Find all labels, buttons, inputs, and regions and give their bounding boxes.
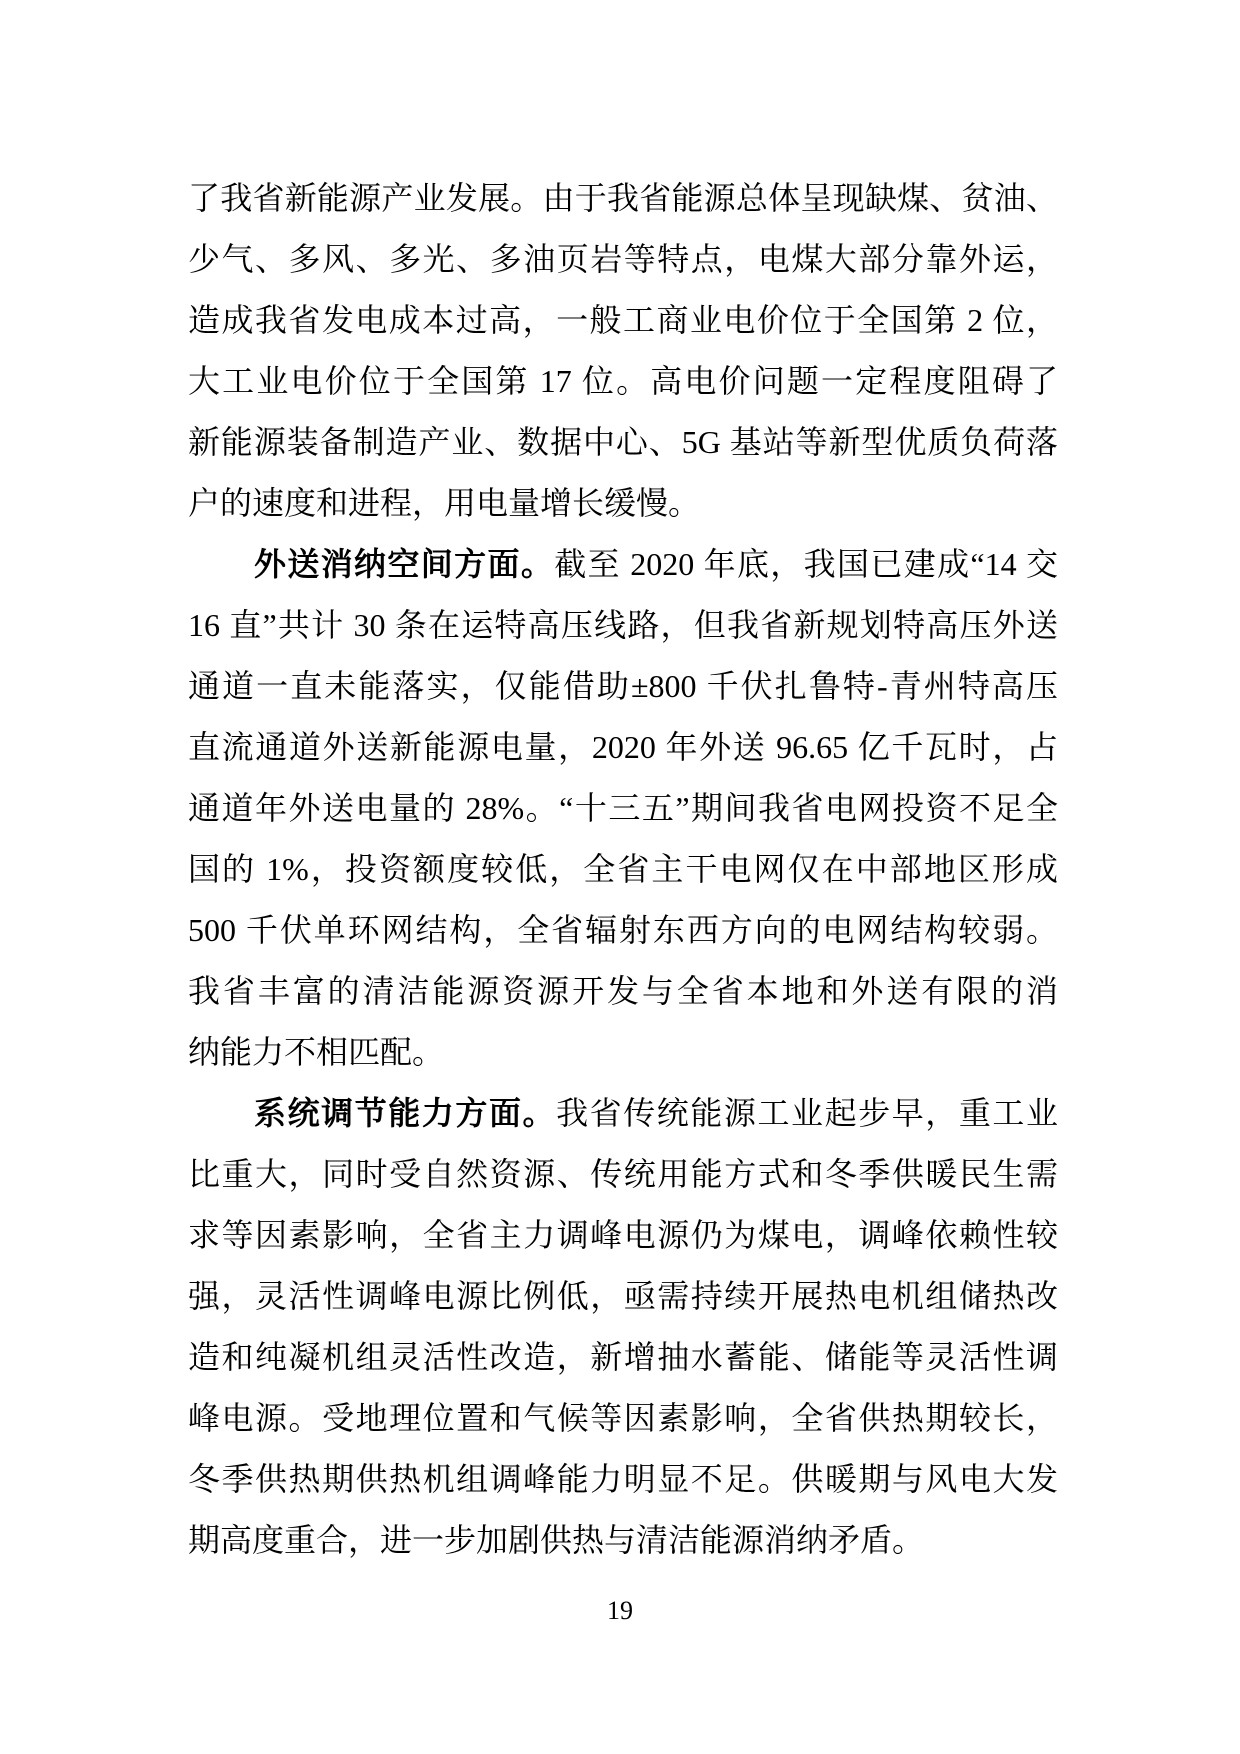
text-line: 通道年外送电量的 28%。“十三五”期间我省电网投资不足全 xyxy=(188,790,1058,826)
text-line: 比重大，同时受自然资源、传统用能方式和冬季供暖民生需 xyxy=(188,1156,1058,1192)
text-line: 我省丰富的清洁能源资源开发与全省本地和外送有限的消 xyxy=(188,973,1058,1009)
paragraph-lead-rest: 我省传统能源工业起步早，重工业 xyxy=(556,1095,1058,1131)
text-line-paragraph-end: 纳能力不相匹配。 xyxy=(188,1034,445,1070)
text-line: 造和纯凝机组灵活性改造，新增抽水蓄能、储能等灵活性调 xyxy=(188,1339,1058,1375)
text-line: 造成我省发电成本过高，一般工商业电价位于全国第 2 位， xyxy=(188,302,1058,338)
text-line: 国的 1%，投资额度较低，全省主干电网仅在中部地区形成 xyxy=(188,851,1058,887)
text-line: 16 直”共计 30 条在运特高压线路，但我省新规划特高压外送 xyxy=(188,607,1058,643)
text-line: 通道一直未能落实，仅能借助±800 千伏扎鲁特-青州特高压 xyxy=(188,668,1058,704)
text-line: 求等因素影响，全省主力调峰电源仍为煤电，调峰依赖性较 xyxy=(188,1217,1058,1253)
text-line: 峰电源。受地理位置和气候等因素影响，全省供热期较长， xyxy=(188,1400,1058,1436)
page-number: 19 xyxy=(607,1596,633,1625)
text-line: 强，灵活性调峰电源比例低，亟需持续开展热电机组储热改 xyxy=(188,1278,1058,1314)
paragraph-lead-rest: 截至 2020 年底，我国已建成“14 交 xyxy=(554,546,1058,582)
text-line: 少气、多风、多光、多油页岩等特点，电煤大部分靠外运， xyxy=(188,241,1058,277)
paragraph-start-line xyxy=(188,1083,1058,1144)
text-line: 大工业电价位于全国第 17 位。高电价问题一定程度阻碍了 xyxy=(188,363,1058,399)
paragraph-start-line xyxy=(188,534,1058,595)
text-line: 直流通道外送新能源电量，2020 年外送 96.65 亿千瓦时，占 xyxy=(188,729,1058,765)
text-line: 新能源装备制造产业、数据中心、5G 基站等新型优质负荷落 xyxy=(188,424,1058,460)
text-line: 冬季供热期供热机组调峰能力明显不足。供暖期与风电大发 xyxy=(188,1461,1058,1497)
text-line-paragraph-end: 期高度重合，进一步加剧供热与清洁能源消纳矛盾。 xyxy=(188,1522,925,1558)
text-block xyxy=(188,168,1058,1571)
text-line: 500 千伏单环网结构，全省辐射东西方向的电网结构较弱。 xyxy=(188,912,1058,948)
paragraph-lead-bold: 系统调节能力方面。 xyxy=(254,1095,557,1131)
text-line-paragraph-end: 户的速度和进程，用电量增长缓慢。 xyxy=(188,485,701,521)
text-line: 了我省新能源产业发展。由于我省能源总体呈现缺煤、贫油、 xyxy=(188,180,1058,216)
paragraph-lead-bold: 外送消纳空间方面。 xyxy=(254,546,555,582)
